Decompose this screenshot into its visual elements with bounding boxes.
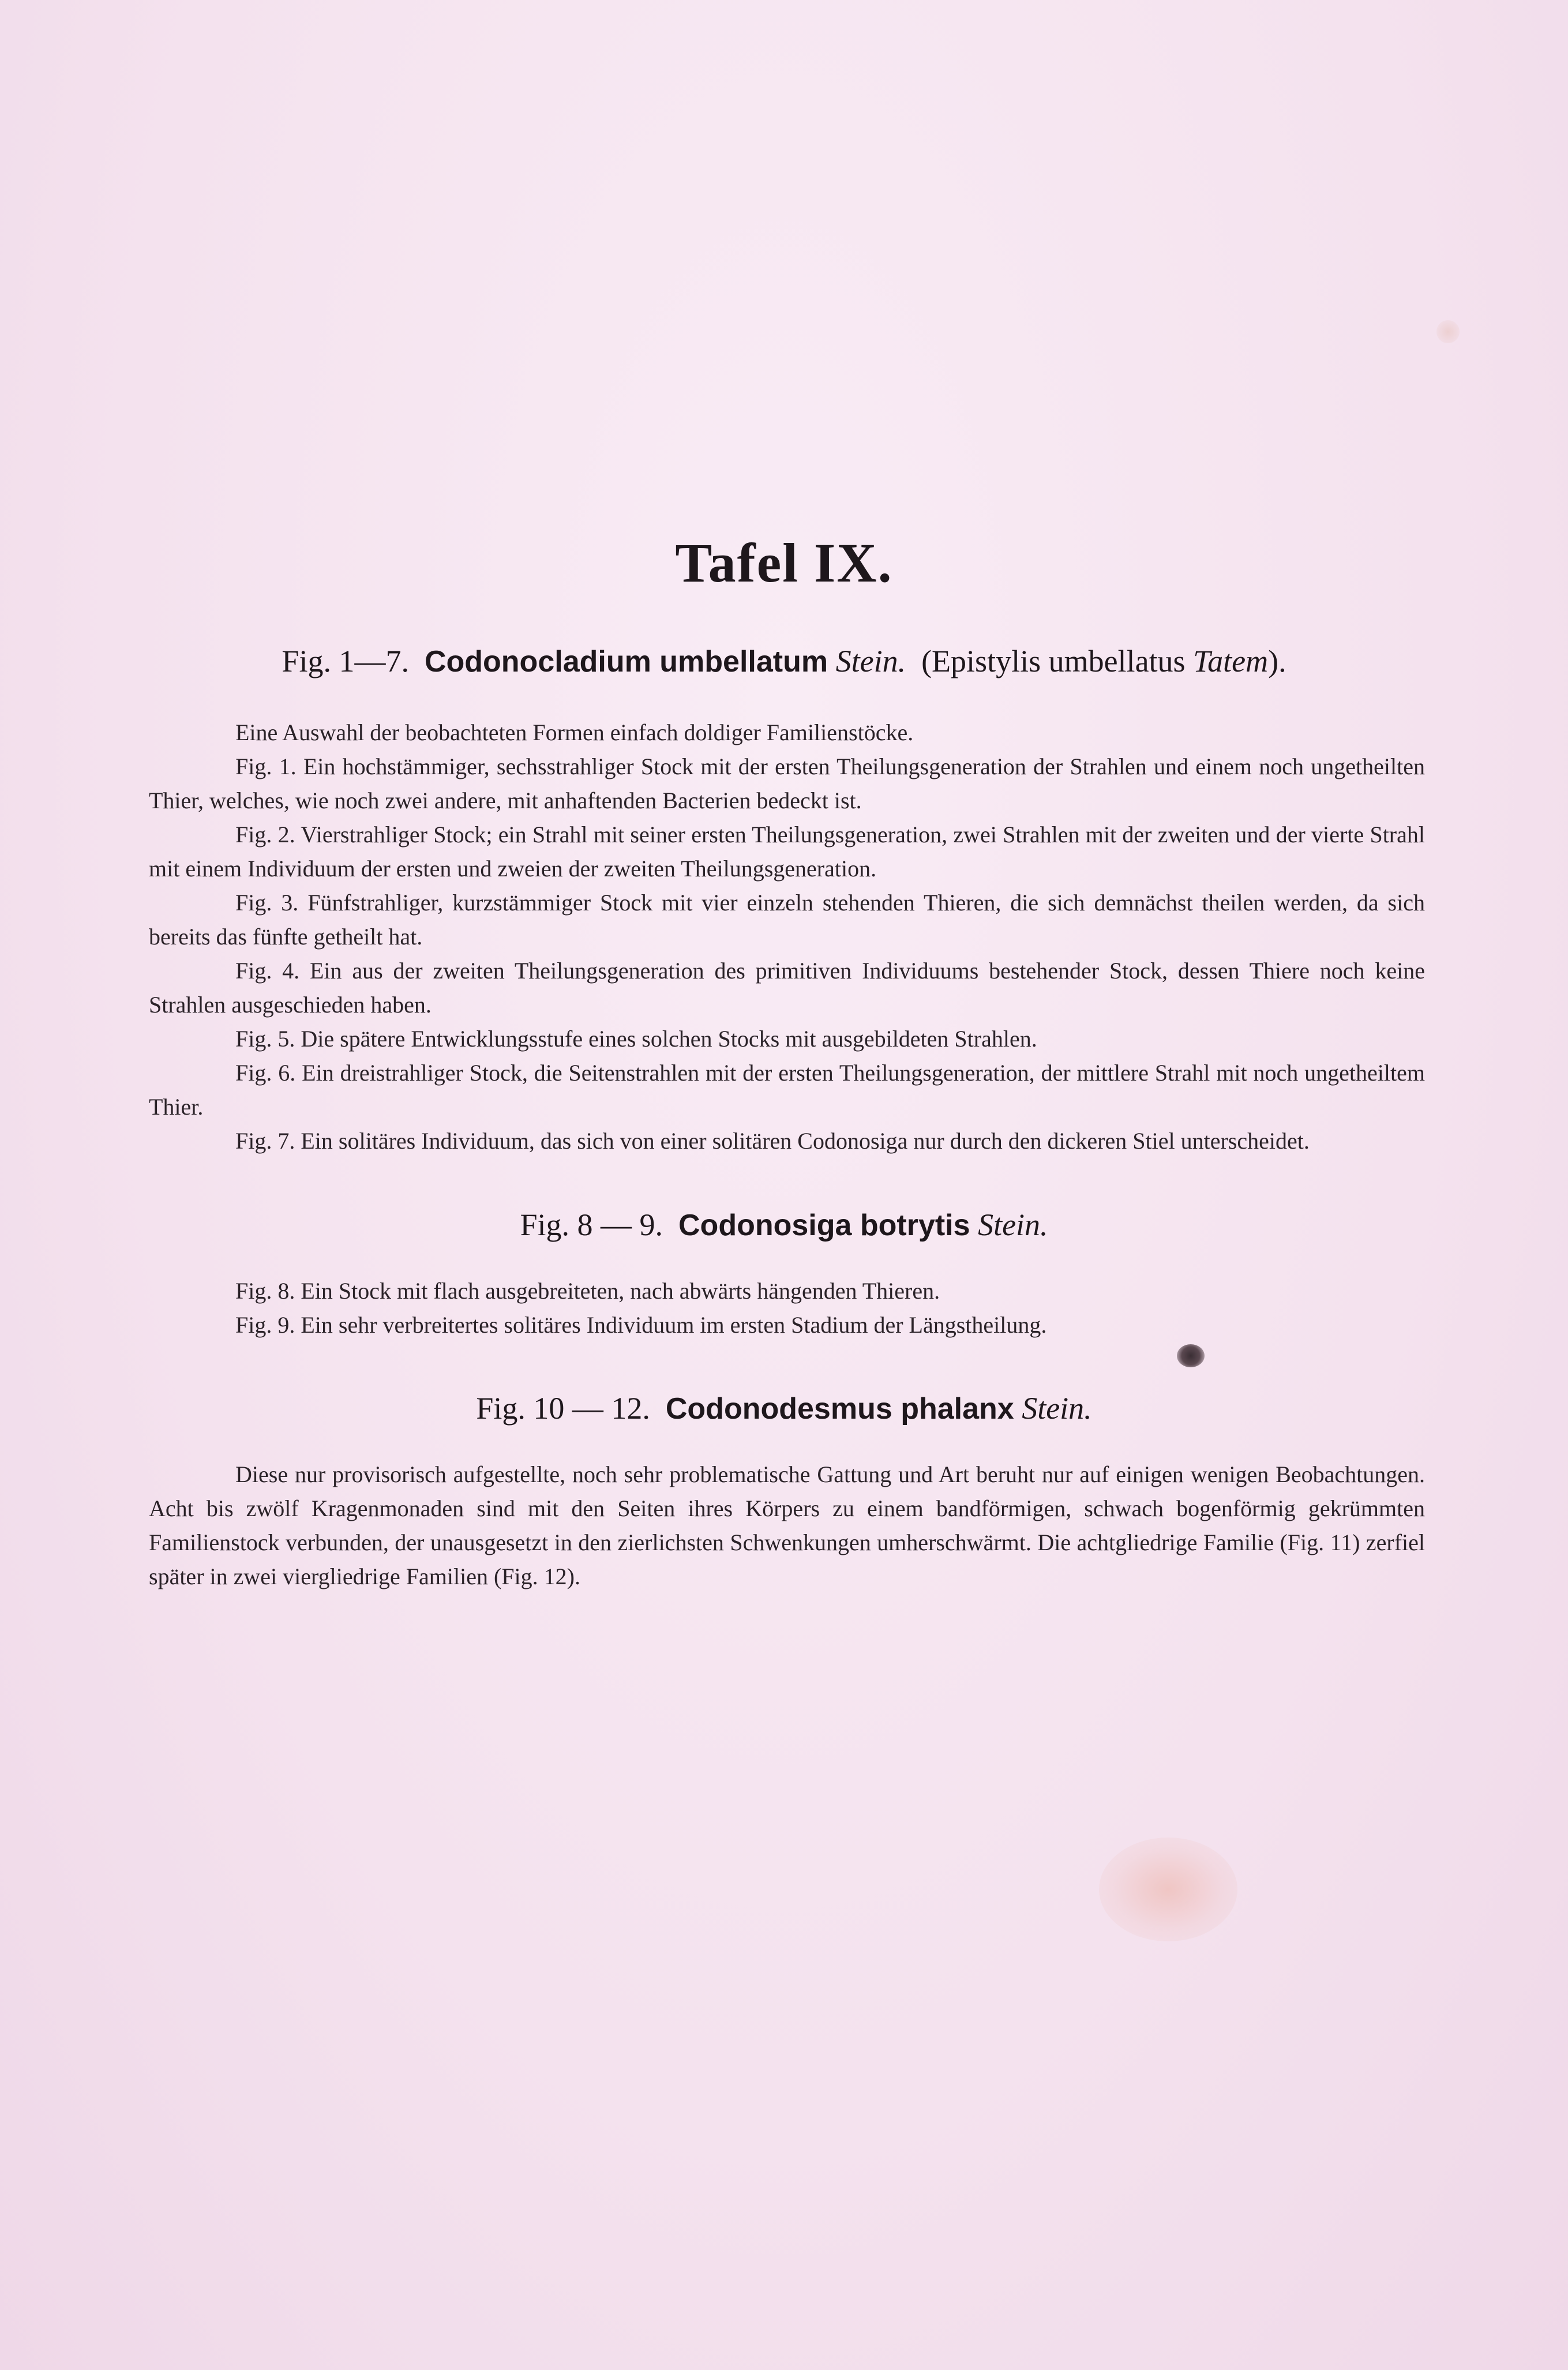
species-name: Codonodesmus phalanx bbox=[665, 1392, 1014, 1426]
paragraph: Fig. 7. Ein solitäres Individuum, das sich von einer solitären Codonosiga nur durch den dickeren Stiel unterscheidet. bbox=[235, 1128, 1310, 1154]
species-name: Codonocladium umbellatum bbox=[424, 645, 828, 678]
paragraph: Diese nur provisorisch aufgestellte, noch sehr problematische Gattung und Art beruht nur auf einigen wenigen Beobachtungen. Acht bis zwölf Kragenmonaden sind mit den Seiten ihres Körpers zu einem bandförmigen, schwach bogenförmig gekrümmten Familienstock verbunden, der unausgesetzt in den zierlichsten Schwenkungen umherschwärmt. Die achtgliedrige Familie (Fig. 11) zerfiel später in zwei viergliedrige Familien (Fig. 12). bbox=[149, 1461, 1425, 1589]
figure-range: Fig. 8 — 9. bbox=[520, 1208, 663, 1242]
paper-stain bbox=[1436, 320, 1460, 343]
paragraph: Fig. 9. Ein sehr verbreitertes solitäres Individuum im ersten Stadium der Längstheilung. bbox=[235, 1312, 1047, 1338]
synonym-author: Tatem bbox=[1193, 644, 1269, 678]
section-3-text bbox=[149, 1457, 1425, 1593]
paragraph: Fig. 3. Fünfstrahliger, kurzstämmiger Stock mit vier einzeln stehenden Thieren, die sich demnächst theilen werden, da sich bereits das fünfte getheilt hat. bbox=[149, 890, 1425, 950]
paragraph: Eine Auswahl der beobachteten Formen einfach doldiger Familienstöcke. bbox=[235, 719, 914, 745]
figure-range: Fig. 1—7. bbox=[282, 644, 409, 678]
paragraph: Fig. 5. Die spätere Entwicklungsstufe eines solchen Stocks mit ausgebildeten Strahlen. bbox=[235, 1026, 1037, 1052]
species-author: Stein. bbox=[978, 1208, 1048, 1242]
paragraph: Fig. 4. Ein aus der zweiten Theilungsgeneration des primitiven Individuums bestehender Stock, dessen Thiere noch keine Strahlen ausgeschieden haben. bbox=[149, 958, 1425, 1018]
paragraph: Fig. 2. Vierstrahliger Stock; ein Strahl mit seiner ersten Theilungsgeneration, zwei Strahlen mit der zweiten und der vierte Strahl mit einem Individuum der ersten und zweien der zweiten Theilungsgeneration. bbox=[149, 822, 1425, 882]
paper-stain bbox=[1099, 1837, 1237, 1941]
figure-range: Fig. 10 — 12. bbox=[476, 1391, 650, 1426]
section-heading-1 bbox=[0, 643, 1568, 679]
page-title: Tafel IX. bbox=[675, 532, 893, 594]
species-name: Codonosiga botrytis bbox=[678, 1209, 970, 1242]
paragraph: Fig. 8. Ein Stock mit flach ausgebreiteten, nach abwärts hängenden Thieren. bbox=[235, 1278, 940, 1304]
section-heading-3 bbox=[0, 1390, 1568, 1426]
synonym-text: (Epistylis umbellatus bbox=[921, 644, 1186, 678]
section-2-text bbox=[149, 1274, 1425, 1342]
paragraph: Fig. 1. Ein hochstämmiger, sechsstrahliger Stock mit der ersten Theilungsgeneration der Strahlen und einem noch ungetheilten Thier, welches, wie noch zwei andere, mit anhaftenden Bacterien bedeckt ist. bbox=[149, 753, 1425, 813]
section-heading-2 bbox=[0, 1207, 1568, 1243]
synonym-close: ). bbox=[1268, 644, 1286, 678]
paragraph: Fig. 6. Ein dreistrahliger Stock, die Seitenstrahlen mit der ersten Theilungsgeneration, der mittlere Strahl mit noch ungetheiltem Thier. bbox=[149, 1060, 1425, 1120]
section-1-text bbox=[149, 715, 1425, 1158]
species-author: Stein. bbox=[1022, 1391, 1092, 1426]
species-author: Stein. bbox=[835, 644, 906, 678]
ink-blot bbox=[1177, 1344, 1205, 1367]
